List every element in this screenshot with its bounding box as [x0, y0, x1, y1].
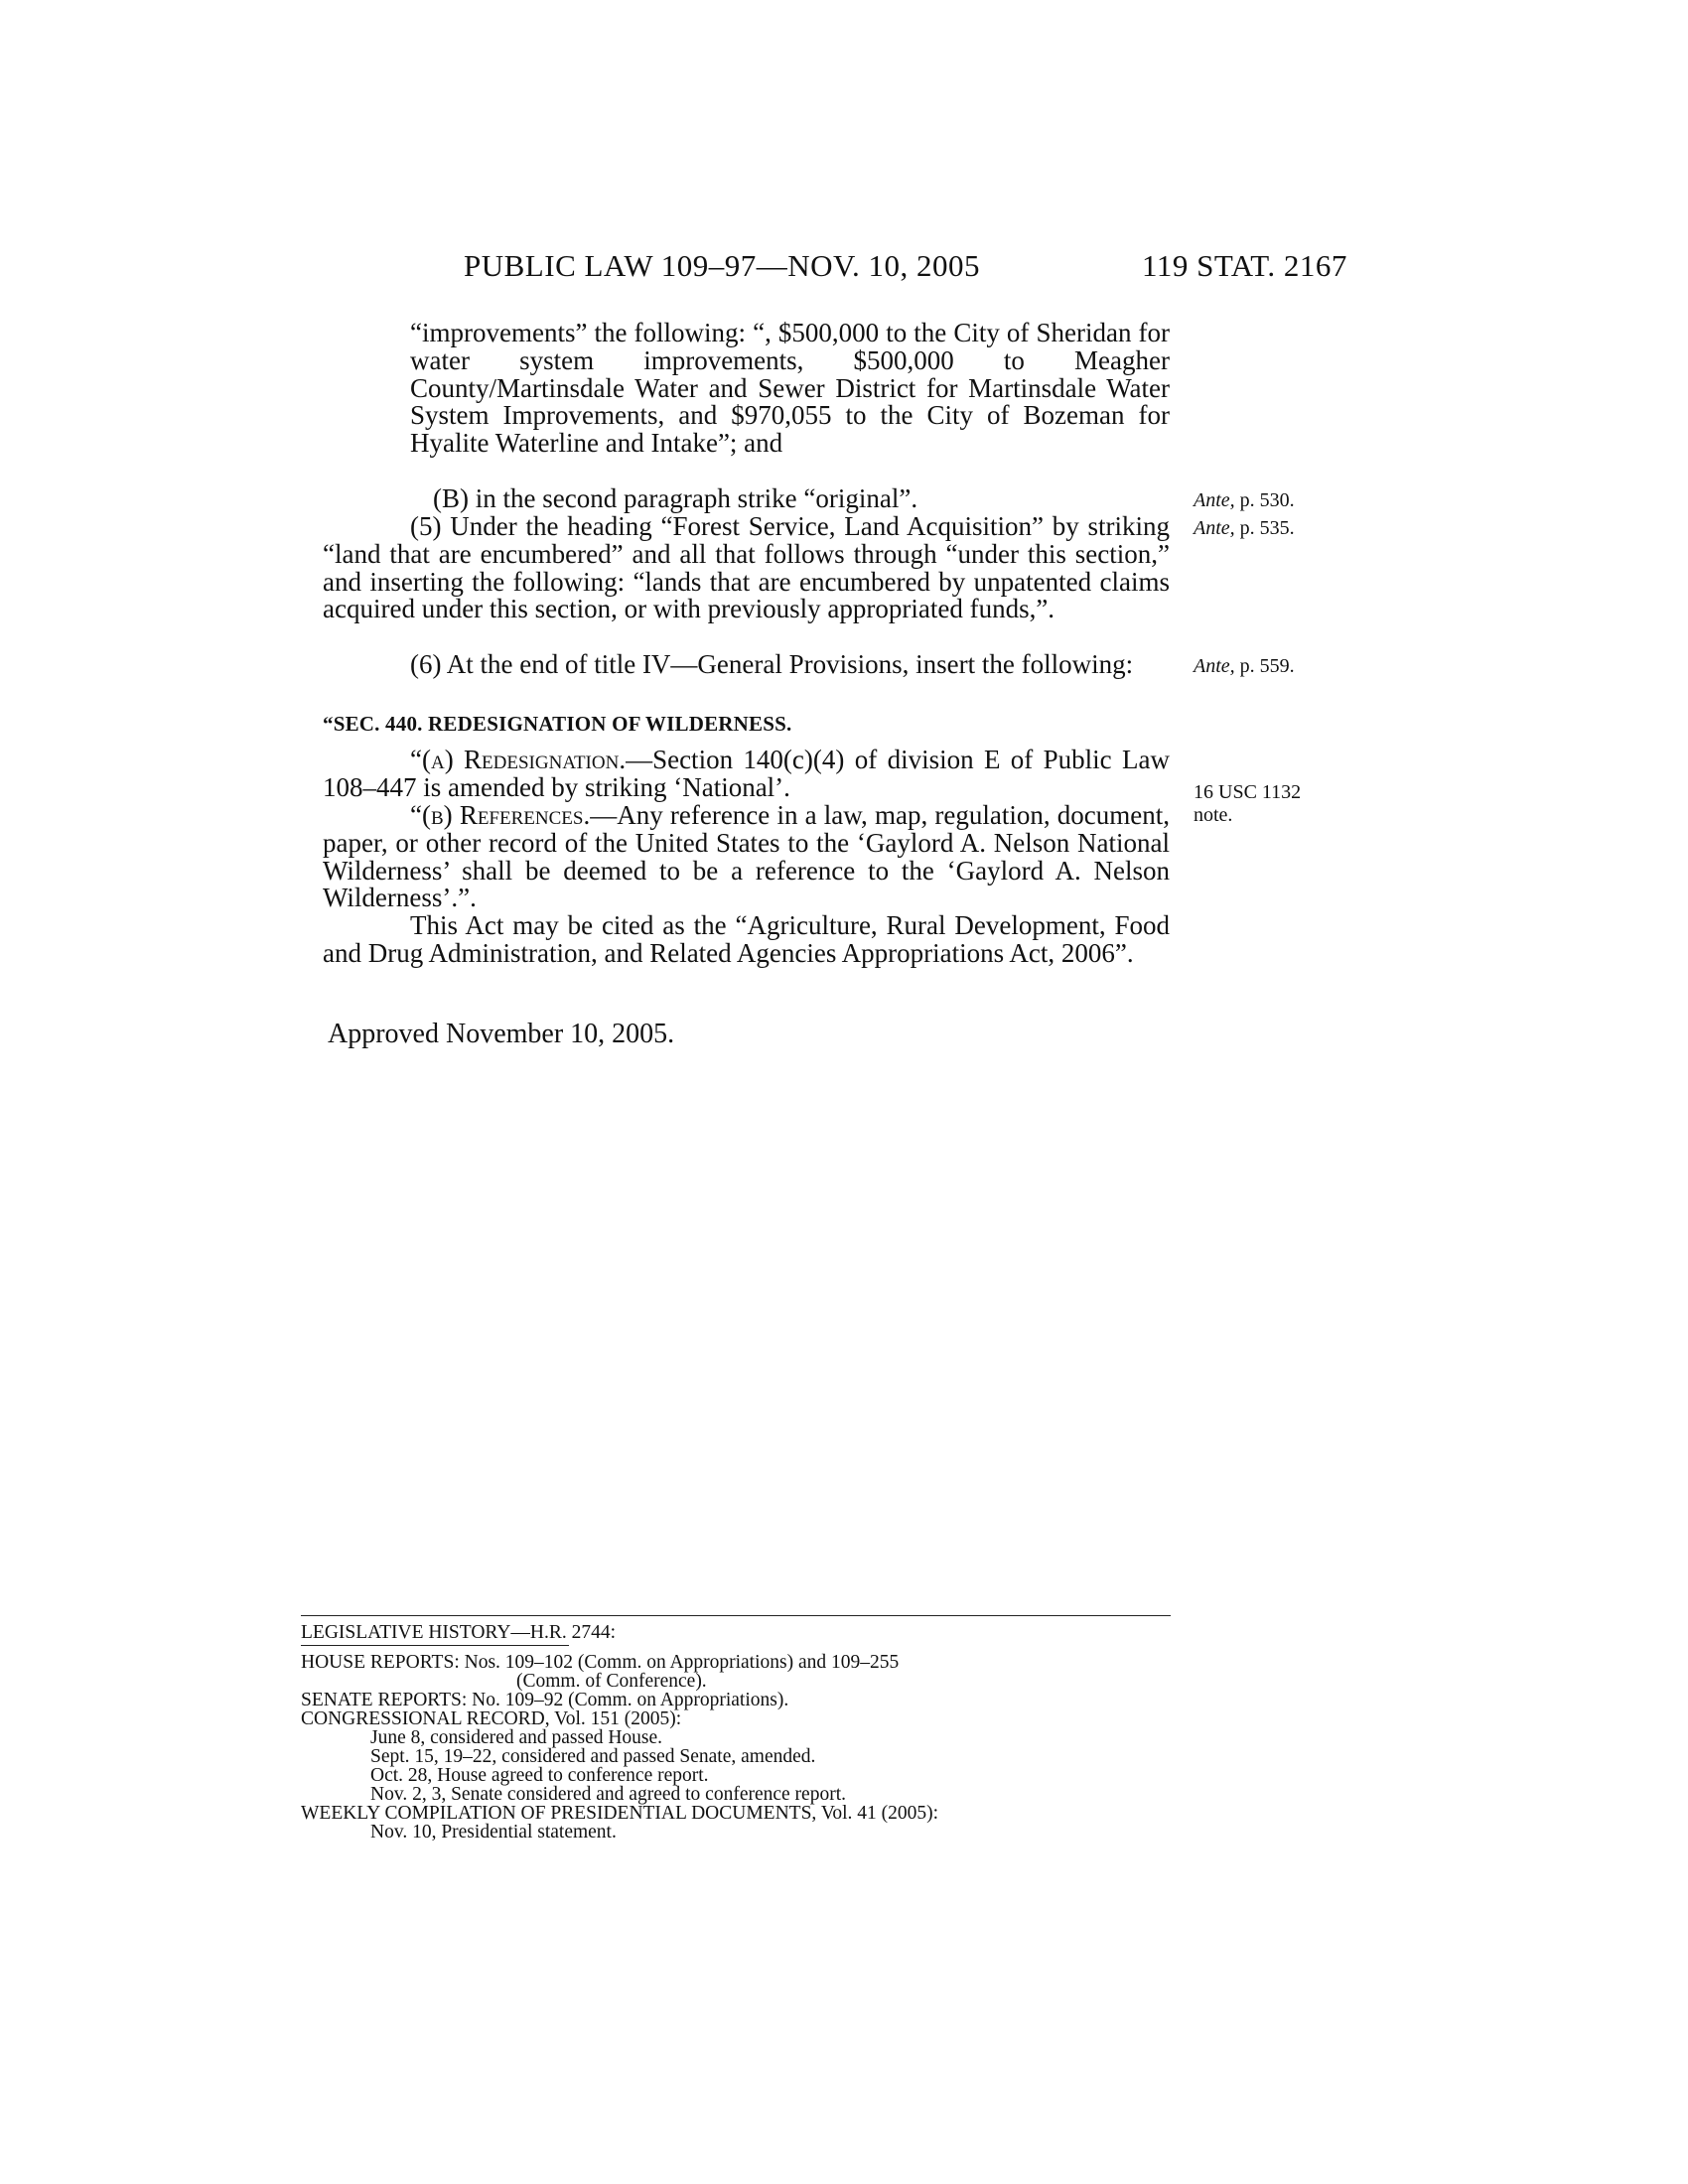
margin-note-ante-label: Ante, — [1194, 517, 1235, 539]
section-440-heading: “SEC. 440. REDESIGNATION OF WILDERNESS. — [323, 712, 792, 736]
history-line: Nov. 10, Presidential statement. — [370, 1822, 617, 1843]
paragraph-6-title-iv: (6) At the end of title IV—General Provisions, insert the following: — [410, 649, 1134, 679]
history-line: Oct. 28, House agreed to conference report. — [370, 1765, 709, 1786]
redesignation-text: —Section 140(c)(4) of division E of Public Law 108–447 is amended by striking ‘National’. — [323, 745, 1170, 802]
references-label: “(b) References. — [410, 800, 591, 830]
margin-note-page: p. 559. — [1234, 655, 1295, 677]
approval-date: Approved November 10, 2005. — [328, 1019, 675, 1049]
margin-note-ante-label: Ante, — [1194, 489, 1235, 511]
margin-note-page: p. 535. — [1234, 517, 1295, 539]
running-header-title: PUBLIC LAW 109–97—NOV. 10, 2005 — [464, 248, 980, 283]
history-line: (Comm. of Conference). — [516, 1671, 707, 1692]
history-line: CONGRESSIONAL RECORD, Vol. 151 (2005): — [301, 1708, 682, 1729]
margin-note-ante-530 — [1194, 490, 1295, 510]
margin-note-usc-note: note. — [1194, 804, 1233, 826]
paragraph-5-forest-service: (5) Under the heading “Forest Service, Land Acquisition” by striking “land that are encumbered” and all that follows through “under this section,” and inserting the following: “lands that are encumbered by unpatented claims acquired under this section, or with previously appropriated funds,”. — [323, 511, 1170, 624]
redesignation-label: “(a) Redesignation. — [410, 745, 627, 774]
history-line: SENATE REPORTS: No. 109–92 (Comm. on Appropriations). — [301, 1690, 789, 1710]
references-text: —Any reference in a law, map, regulation, document, paper, or other record of the United States to the ‘Gaylord A. Nelson National Wilderness’ shall be deemed to be a reference to the ‘Gaylord A. Nelson Wilderness’.”. — [323, 800, 1170, 913]
legislative-history-heading: LEGISLATIVE HISTORY—H.R. 2744: — [301, 1622, 617, 1643]
footnote-rule — [301, 1615, 1171, 1616]
paragraph-improvements: “improvements” the following: “, $500,000 to the City of Sheridan for water system improvements, $500,000 to Meagher County/Martinsdale Water and Sewer District for Martinsdale Water System Improvements, and $970,055 to the City of Bozeman for Hyalite Waterline and Intake”; and — [410, 318, 1170, 459]
margin-note-ante-label: Ante, — [1194, 655, 1235, 677]
paragraph-b-strike-original: (B) in the second paragraph strike “original”. — [433, 483, 918, 513]
statute-page-number: 119 STAT. 2167 — [1142, 248, 1347, 283]
margin-note-ante-535 — [1194, 518, 1295, 538]
paragraph-a-redesignation — [323, 747, 1170, 802]
paragraph-short-title-citation: This Act may be cited as the “Agriculture, Rural Development, Food and Drug Administration, and Related Agencies Appropriations Act, 2006”. — [323, 910, 1170, 968]
margin-note-usc-1132: 16 USC 1132 — [1194, 781, 1302, 803]
history-line: WEEKLY COMPILATION OF PRESIDENTIAL DOCUMENTS, Vol. 41 (2005): — [301, 1803, 939, 1824]
paragraph-b-references — [323, 802, 1170, 912]
history-line: Sept. 15, 19–22, considered and passed Senate, amended. — [370, 1746, 816, 1767]
margin-note-page: p. 530. — [1234, 489, 1295, 511]
legislative-history-underline — [301, 1645, 569, 1646]
history-line: HOUSE REPORTS: Nos. 109–102 (Comm. on Appropriations) and 109–255 — [301, 1652, 900, 1673]
history-line: Nov. 2, 3, Senate considered and agreed to conference report. — [370, 1784, 846, 1805]
history-line: June 8, considered and passed House. — [370, 1727, 663, 1748]
margin-note-ante-559 — [1194, 656, 1295, 676]
